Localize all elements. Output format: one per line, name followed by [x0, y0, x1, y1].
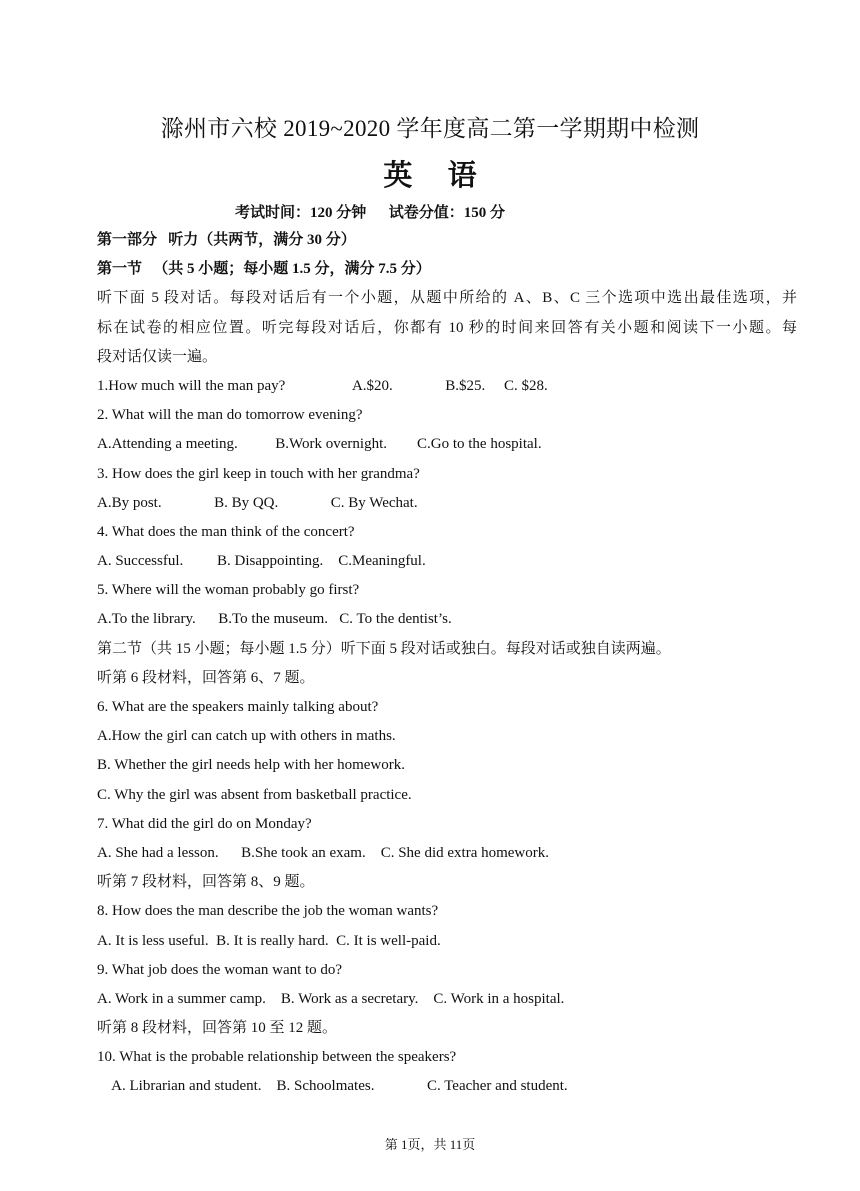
question-4: 4. What does the man think of the concert?	[97, 523, 355, 540]
question-4-options: A. Successful. B. Disappointing. C.Meaningful.	[97, 553, 426, 570]
question-6: 6. What are the speakers mainly talking about?	[97, 699, 379, 715]
question-1: 1.How much will the man pay? A.$20. B.$25. C. $28.	[97, 377, 548, 394]
page-footer: 第 1页，共 11页	[384, 1137, 476, 1152]
instruction-line: 段对话仅读一遍。	[97, 348, 218, 365]
question-9: 9. What job does the woman want to do?	[97, 961, 343, 978]
section-heading: 第一部分 听力（共两节，满分 30 分）	[97, 232, 356, 248]
question-2-options: A.Attending a meeting. B.Work overnight. C.Go to the hospital.	[97, 436, 542, 453]
question-10-options: A. Librarian and student. B. Schoolmates. C. Teacher and student.	[97, 1078, 568, 1095]
instruction-line: 听下面 5 段对话。每段对话后有一个小题，从题中所给的 A、B、C 三个选项中选出最佳选项，并	[97, 290, 797, 307]
question-7: 7. What did the girl do on Monday?	[97, 815, 312, 832]
question-10: 10. What is the probable relationship between the speakers?	[97, 1049, 457, 1066]
question-3-options: A.By post. B. By QQ. C. By Wechat.	[97, 494, 418, 511]
question-5-options: A.To the library. B.To the museum. C. To the dentist’s.	[97, 611, 452, 628]
subject-title: 英 语	[383, 160, 491, 192]
material-note: 听第 7 段材料，回答第 8、9 题。	[97, 874, 315, 891]
question-9-options: A. Work in a summer camp. B. Work as a secretary. C. Work in a hospital.	[97, 990, 565, 1007]
subsection-heading: 第一节 （共 5 小题；每小题 1.5 分，满分 7.5 分）	[97, 261, 431, 278]
question-3: 3. How does the girl keep in touch with her grandma?	[97, 465, 420, 482]
exam-meta: 考试时间：120 分钟 试卷分值：150 分	[235, 205, 506, 221]
question-6-option-c: C. Why the girl was absent from basketball practice.	[97, 786, 412, 803]
material-note: 听第 6 段材料，回答第 6、7 题。	[97, 669, 315, 686]
question-7-options: A. She had a lesson. B.She took an exam. C. She did extra homework.	[97, 844, 550, 861]
exam-title: 滁州市六校 2019~2020 学年度高二第一学期期中检测	[160, 116, 700, 141]
question-8-options: A. It is less useful. B. It is really hard. C. It is well-paid.	[97, 932, 441, 949]
exam-body	[97, 226, 797, 1102]
question-5: 5. Where will the woman probably go first?	[97, 582, 360, 599]
question-6-option-a: A.How the girl can catch up with others in maths.	[97, 728, 396, 745]
material-note: 听第 8 段材料，回答第 10 至 12 题。	[97, 1020, 338, 1037]
question-8: 8. How does the man describe the job the woman wants?	[97, 903, 439, 920]
question-2: 2. What will the man do tomorrow evening?	[97, 407, 363, 424]
section-2-instruction: 第二节（共 15 小题；每小题 1.5 分）听下面 5 段对话或独白。每段对话或独自读两遍。	[97, 640, 671, 657]
question-6-option-b: B. Whether the girl needs help with her homework.	[97, 757, 405, 774]
instruction-line: 标在试卷的相应位置。听完每段对话后，你都有 10 秒的时间来回答有关小题和阅读下一小题。每	[97, 319, 797, 336]
